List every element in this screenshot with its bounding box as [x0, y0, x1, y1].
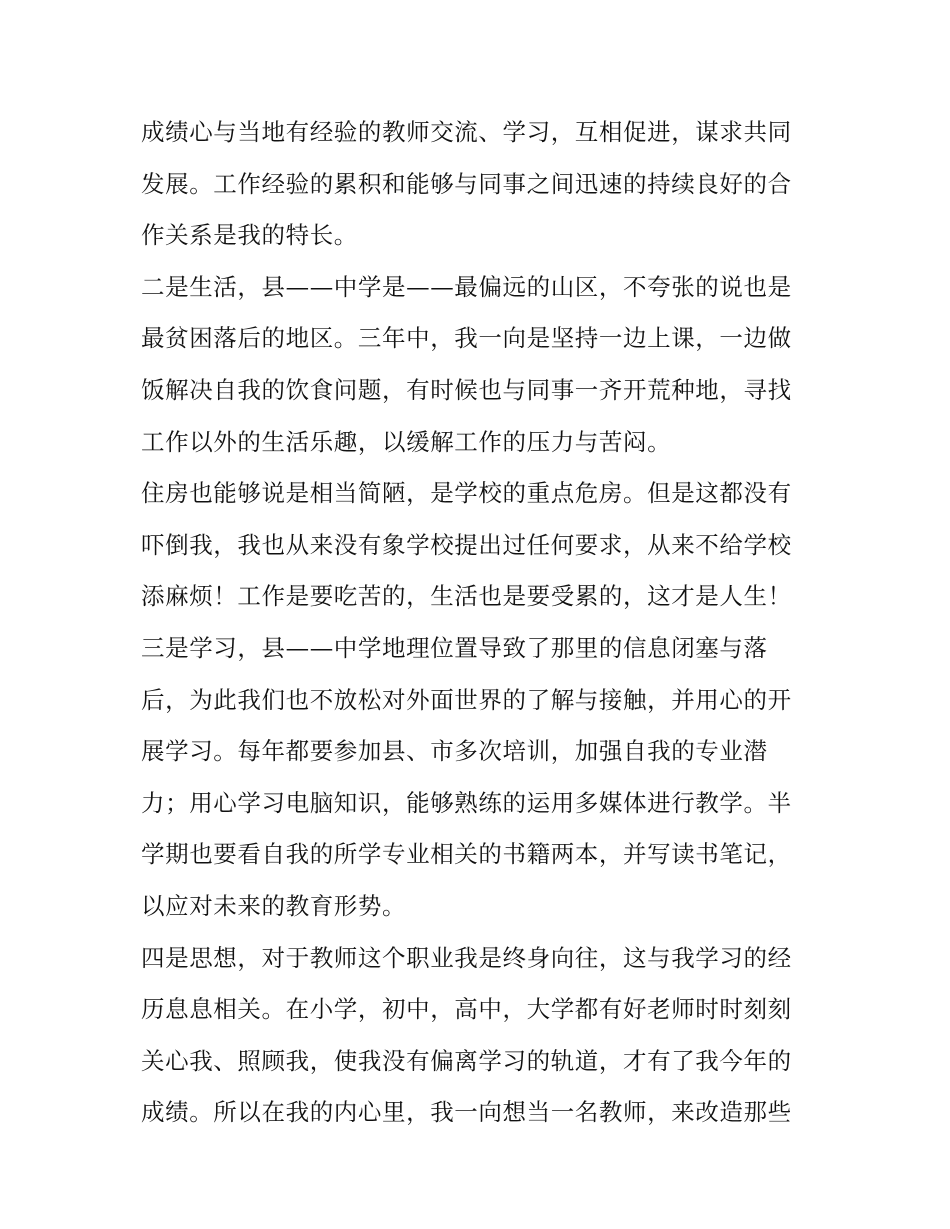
text-line: 最贫困落后的地区。三年中，我一向是坚持一边上课，一边做 — [141, 324, 792, 353]
text-line: 以应对未来的教育形势。 — [141, 891, 407, 920]
text-line: 成绩心与当地有经验的教师交流、学习，互相促进，谋求共同 — [141, 118, 792, 146]
text-line: 成绩。所以在我的内心里，我一向想当一名教师，来改造那些 — [141, 1098, 792, 1127]
text-line: 历息息相关。在小学，初中，高中，大学都有好老师时时刻刻 — [141, 995, 792, 1024]
text-line: 展学习。每年都要参加县、市多次培训，加强自我的专业潜 — [141, 737, 768, 766]
text-line: 作关系是我的特长。 — [141, 221, 358, 250]
text-line: 二是生活，县——中学是——最偏远的山区，不夸张的说也是 — [141, 272, 792, 301]
text-line: 关心我、照顾我，使我没有偏离学习的轨道，才有了我今年的 — [141, 1046, 792, 1075]
text-line: 吓倒我，我也从来没有象学校提出过任何要求，从来不给学校 — [141, 530, 792, 559]
text-line: 住房也能够说是相当简陋，是学校的重点危房。但是这都没有 — [141, 479, 792, 508]
text-line: 四是思想，对于教师这个职业我是终身向往，这与我学习的经 — [141, 943, 792, 972]
text-line: 添麻烦！工作是要吃苦的，生活也是要受累的，这才是人生！ — [141, 582, 792, 611]
text-line: 发展。工作经验的累积和能够与同事之间迅速的持续良好的合 — [141, 169, 792, 198]
text-line: 饭解决自我的饮食问题，有时候也与同事一齐开荒种地，寻找 — [141, 375, 792, 404]
text-line: 学期也要看自我的所学专业相关的书籍两本，并写读书笔记， — [141, 840, 792, 869]
body-text — [141, 107, 821, 1139]
text-line: 工作以外的生活乐趣，以缓解工作的压力与苦闷。 — [141, 427, 672, 456]
text-line: 后，为此我们也不放松对外面世界的了解与接触，并用心的开 — [141, 685, 792, 714]
text-line: 力；用心学习电脑知识，能够熟练的运用多媒体进行教学。半 — [141, 788, 792, 817]
text-line: 三是学习，县——中学地理位置导致了那里的信息闭塞与落 — [141, 633, 768, 662]
